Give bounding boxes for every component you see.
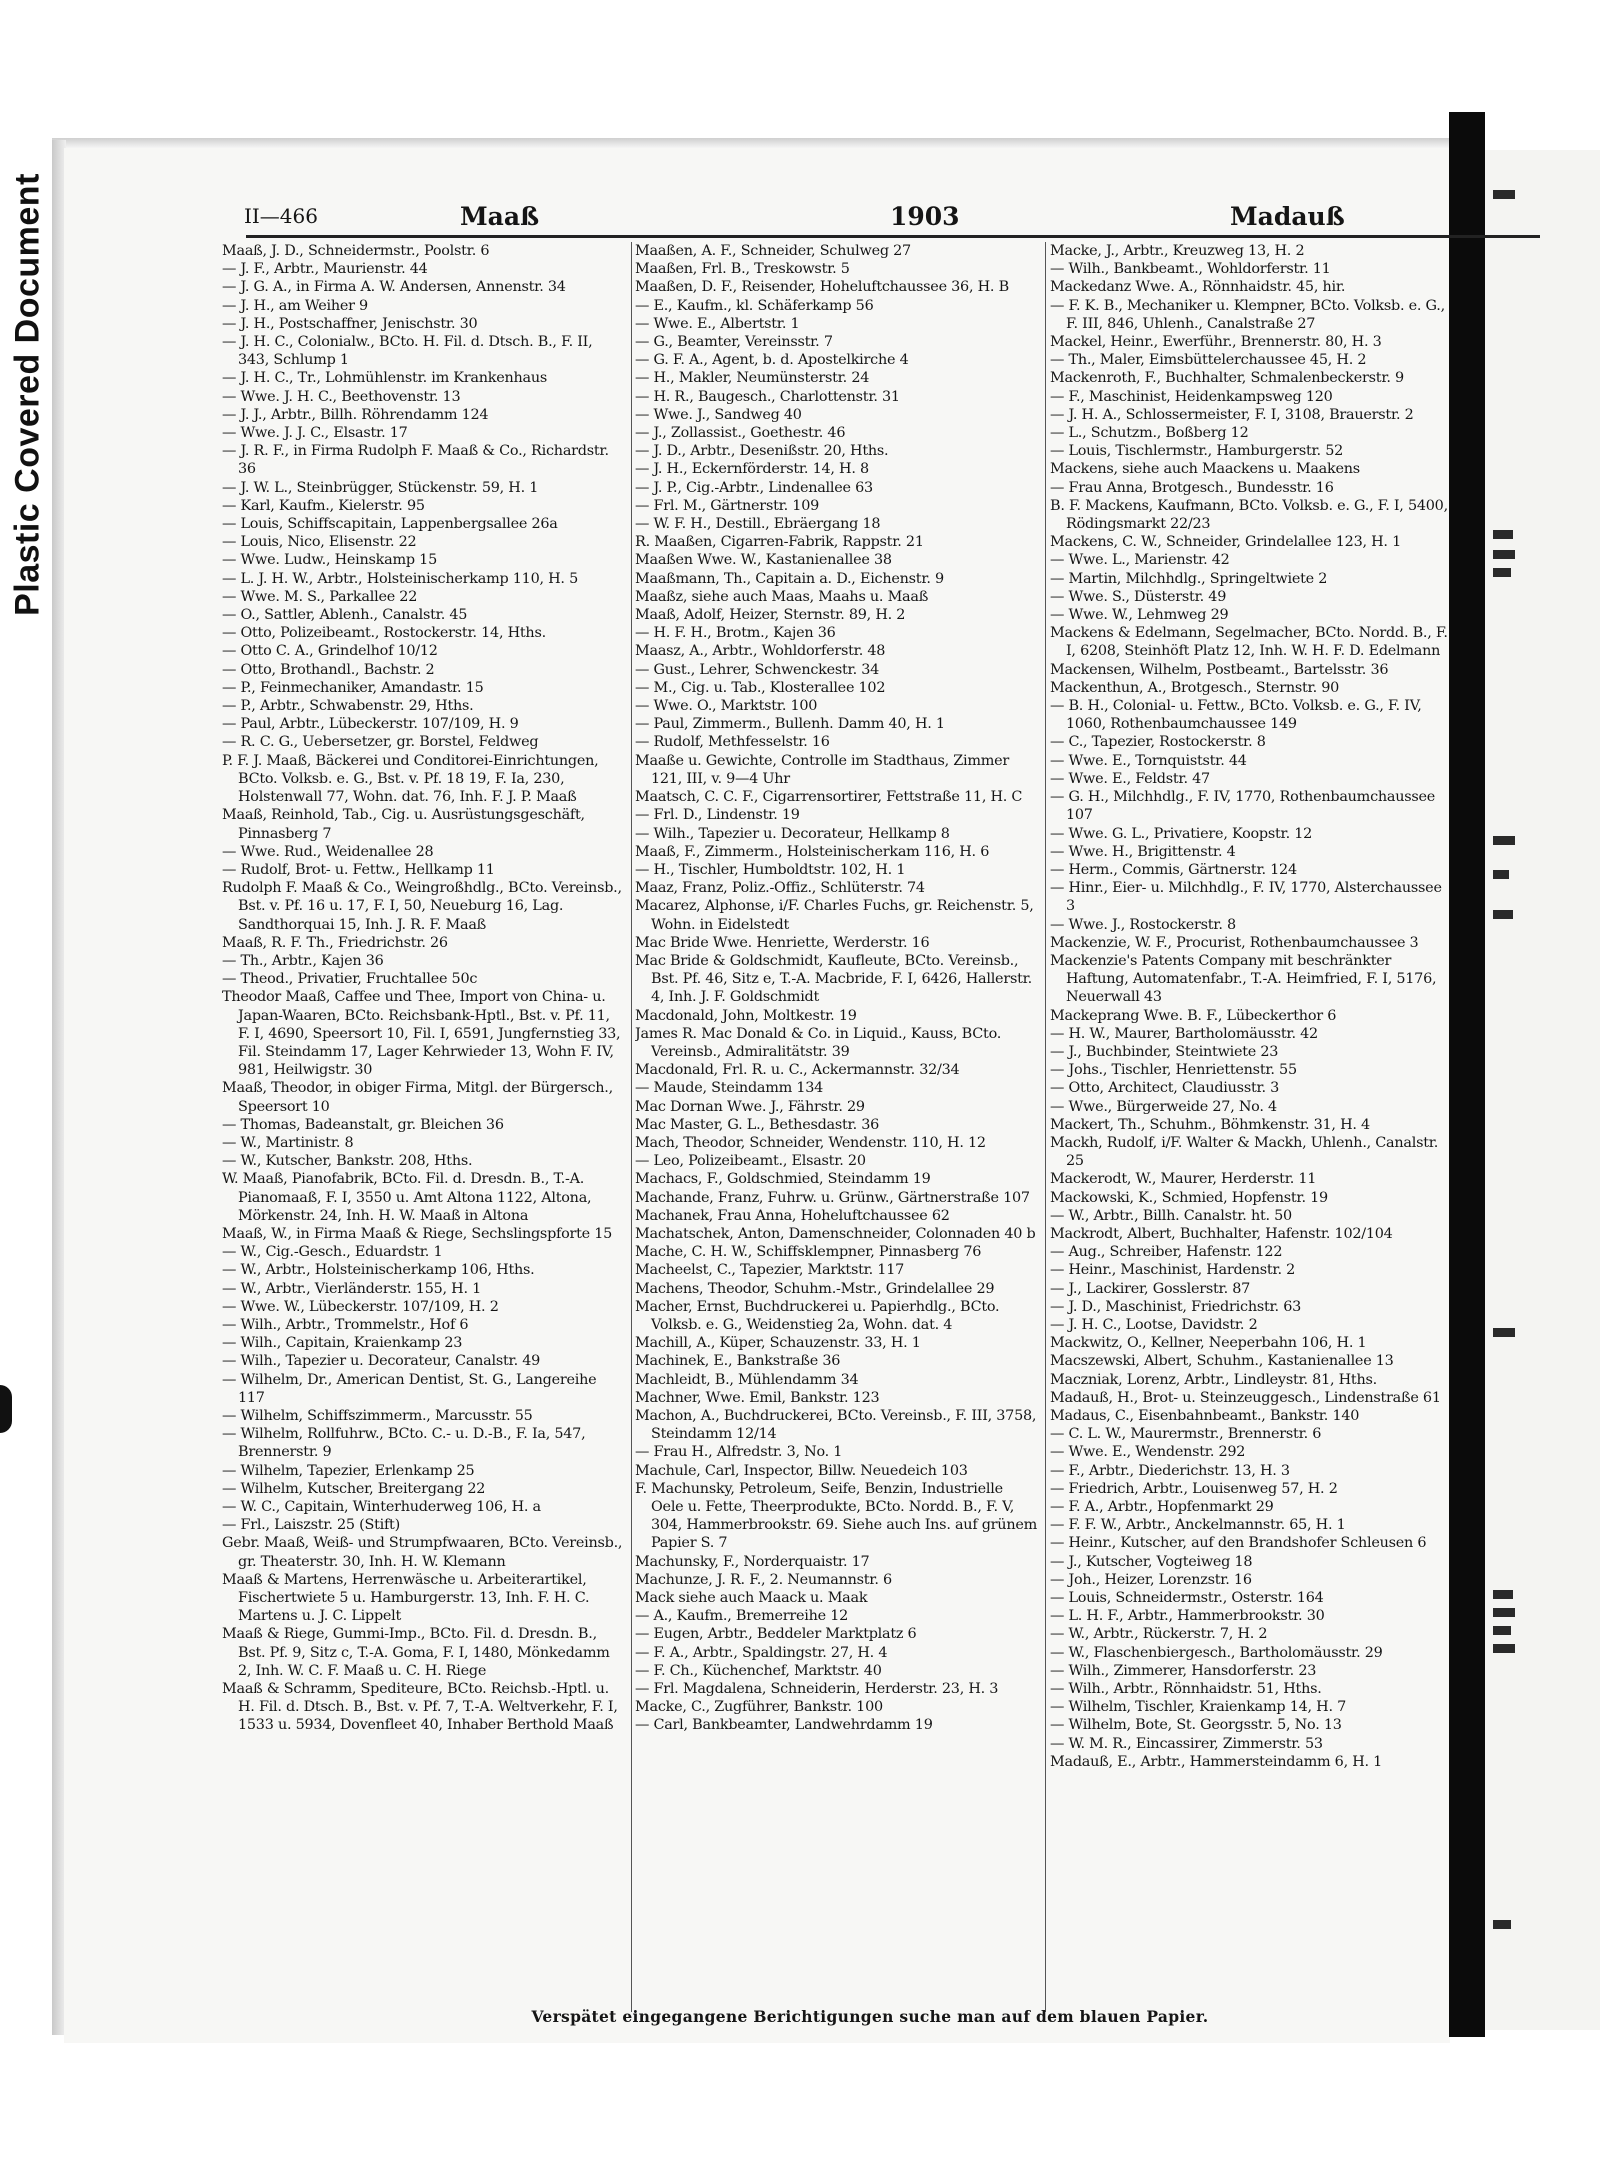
directory-entry: Madauß, H., Brot- u. Steinzeuggesch., Lindenstraße 61: [1050, 1389, 1441, 1406]
directory-entry: — W., Arbtr., Holsteinischerkamp 106, Hths.: [222, 1262, 535, 1279]
directory-entry: — Louis, Schneidermstr., Osterstr. 164: [1050, 1590, 1324, 1607]
directory-column-1: [222, 242, 624, 2017]
directory-entry: — J. H., am Weiher 9: [222, 297, 368, 314]
directory-entry: Mac Dornan Wwe. J., Fährstr. 29: [635, 1098, 865, 1115]
running-header: [160, 200, 1345, 234]
directory-entry: — Wwe. W., Lübeckerstr. 107/109, H. 2: [222, 1298, 499, 1315]
directory-entry: — Wilhelm, Tischler, Kraienkamp 14, H. 7: [1050, 1699, 1347, 1716]
directory-entry: — H. W., Maurer, Bartholomäusstr. 42: [1050, 1025, 1318, 1042]
directory-entry: — Aug., Schreiber, Hafenstr. 122: [1050, 1244, 1283, 1261]
directory-entry: Mackeprang Wwe. B. F., Lübeckerthor 6: [1050, 1007, 1337, 1024]
directory-entry: Mack siehe auch Maack u. Maak: [635, 1590, 868, 1607]
directory-entry: — Wwe. S., Düsterstr. 49: [1050, 588, 1227, 605]
directory-entry: — Wwe. L., Marienstr. 42: [1050, 552, 1230, 569]
directory-entry: Maaß, R. F. Th., Friedrichstr. 26: [222, 934, 448, 951]
directory-entry: Maaß, Theodor, in obiger Firma, Mitgl. der Bürgersch., Speersort 10: [222, 1080, 613, 1115]
directory-entry: F. Machunsky, Petroleum, Seife, Benzin, Industrielle Oele u. Fette, Theerprodukte, BCto. Nordd. B., F. V, 304, Hammerbrookstr. 69. Siehe auch Ins. auf grünem Papier S. 7: [635, 1480, 1037, 1552]
directory-entry: — Wilhelm, Bote, St. Georgsstr. 5, No. 13: [1050, 1717, 1342, 1734]
directory-entry: — Thomas, Badeanstalt, gr. Bleichen 36: [222, 1116, 504, 1133]
directory-entry: — J. H. C., Lootse, Davidstr. 2: [1050, 1316, 1258, 1333]
directory-entry: Machunsky, F., Norderquaistr. 17: [635, 1553, 870, 1570]
directory-entry: — G., Beamter, Vereinsstr. 7: [635, 334, 833, 351]
directory-entry: — C., Tapezier, Rostockerstr. 8: [1050, 734, 1266, 751]
directory-entry: — Leo, Polizeibeamt., Elsastr. 20: [635, 1153, 866, 1170]
directory-entry: — Karl, Kaufm., Kielerstr. 95: [222, 497, 425, 514]
directory-entry: Mach, Theodor, Schneider, Wendenstr. 110, H. 12: [635, 1134, 986, 1151]
directory-entry: — F., Maschinist, Heidenkampsweg 120: [1050, 388, 1333, 405]
directory-entry: Mackenthun, A., Brotgesch., Sternstr. 90: [1050, 679, 1340, 696]
directory-entry: — Louis, Nico, Elisenstr. 22: [222, 534, 417, 551]
directory-entry: — W., Flaschenbiergesch., Bartholomäusstr. 29: [1050, 1644, 1383, 1661]
directory-entry: Maaßen, A. F., Schneider, Schulweg 27: [635, 243, 911, 259]
directory-entry: — W., Arbtr., Rückerstr. 7, H. 2: [1050, 1626, 1268, 1643]
directory-entry: Machill, A., Küper, Schauzenstr. 33, H. 1: [635, 1335, 921, 1352]
header-rule: [246, 235, 1540, 238]
directory-entry: — Gust., Lehrer, Schwenckestr. 34: [635, 661, 880, 678]
directory-entry: — J. D., Maschinist, Friedrichstr. 63: [1050, 1298, 1302, 1315]
directory-entry: — Wwe. O., Marktstr. 100: [635, 698, 818, 715]
directory-entry: — Paul, Arbtr., Lübeckerstr. 107/109, H. 9: [222, 716, 519, 733]
directory-entry: Mac Bride Wwe. Henriette, Werderstr. 16: [635, 934, 930, 951]
directory-entry: — Wilh., Zimmerer, Hansdorferstr. 23: [1050, 1662, 1317, 1679]
directory-entry: — Otto, Architect, Claudiusstr. 3: [1050, 1080, 1280, 1097]
directory-entry: — Wilhelm, Kutscher, Breitergang 22: [222, 1480, 486, 1497]
directory-entry: — Frl., Laiszstr. 25 (Stift): [222, 1517, 400, 1534]
directory-entry: — L. J. H. W., Arbtr., Holsteinischerkamp 110, H. 5: [222, 570, 578, 587]
directory-entry: Maaße u. Gewichte, Controlle im Stadthaus, Zimmer 121, III, v. 9—4 Uhr: [635, 752, 1010, 787]
banner-text: Plastic Covered Document: [8, 173, 47, 616]
directory-entry: — W., Cig.-Gesch., Eduardstr. 1: [222, 1244, 443, 1261]
directory-entry: — Wwe. J., Sandweg 40: [635, 406, 802, 423]
directory-entry: — F. K. B., Mechaniker u. Klempner, BCto. Volksb. e. G., F. III, 846, Uhlenh., Canalstraße 27: [1050, 297, 1445, 332]
directory-entry: — J. H., Postschaffner, Jenischstr. 30: [222, 315, 478, 332]
directory-entry: — Johs., Tischler, Henriettenstr. 55: [1050, 1062, 1297, 1079]
directory-entry: Mackrodt, Albert, Buchhalter, Hafenstr. 102/104: [1050, 1225, 1393, 1242]
directory-entry: — Wwe. J. H. C., Beethovenstr. 13: [222, 388, 461, 405]
directory-entry: — Wwe. E., Wendenstr. 292: [1050, 1444, 1246, 1461]
directory-entry: Mackowski, K., Schmied, Hopfenstr. 19: [1050, 1189, 1328, 1206]
directory-entry: Mackedanz Wwe. A., Rönnhaidstr. 45, hir.: [1050, 279, 1346, 296]
directory-entry: — J. W. L., Steinbrügger, Stückenstr. 59, H. 1: [222, 479, 539, 496]
directory-entry: — J. R. F., in Firma Rudolph F. Maaß & Co., Richardstr. 36: [222, 443, 609, 478]
directory-entry: — Wwe., Bürgerweide 27, No. 4: [1050, 1098, 1277, 1115]
directory-entry: Maaß & Riege, Gummi-Imp., BCto. Fil. d. Dresdn. B., Bst. Pf. 9, Sitz c, T.-A. Goma, F. I, 1480, Mönkedamm 2, Inh. W. C. F. Maaß u. C. H. Riege: [222, 1626, 610, 1679]
directory-entry: — J., Kutscher, Vogteiweg 18: [1050, 1553, 1253, 1570]
directory-entry: — Maude, Steindamm 134: [635, 1080, 824, 1097]
directory-entry: — W., Arbtr., Billh. Canalstr. ht. 50: [1050, 1207, 1292, 1224]
directory-entry: — Theod., Privatier, Fruchtallee 50c: [222, 971, 478, 988]
directory-entry: Gebr. Maaß, Weiß- und Strumpfwaaren, BCto. Vereinsb., gr. Theaterstr. 30, Inh. H. W. Klemann: [222, 1535, 623, 1570]
directory-entry: — J. H. A., Schlossermeister, F. I, 3108, Brauerstr. 2: [1050, 406, 1414, 423]
directory-entry: — Wwe. M. S., Parkallee 22: [222, 588, 418, 605]
directory-column-2: [635, 242, 1037, 2017]
directory-entry: — Wwe. J. J. C., Elsastr. 17: [222, 425, 408, 442]
directory-entry: — Wilh., Tapezier u. Decorateur, Canalstr. 49: [222, 1353, 541, 1370]
directory-entry: — F. Ch., Küchenchef, Marktstr. 40: [635, 1662, 882, 1679]
directory-entry: — Paul, Zimmerm., Bullenh. Damm 40, H. 1: [635, 716, 945, 733]
directory-entry: Macke, C., Zugführer, Bankstr. 100: [635, 1699, 883, 1716]
directory-entry: Macheelst, C., Tapezier, Marktstr. 117: [635, 1262, 905, 1279]
directory-entry: — L., Schutzm., Boßberg 12: [1050, 425, 1249, 442]
directory-entry: W. Maaß, Pianofabrik, BCto. Fil. d. Dresdn. B., T.-A. Pianomaaß, F. I, 3550 u. Amt Altona 1122, Altona, Mörkenstr. 24, Inh. H. W. Maaß in Altona: [222, 1171, 592, 1224]
directory-entry: — Carl, Bankbeamter, Landwehrdamm 19: [635, 1717, 933, 1734]
directory-entry: — O., Sattler, Ablenh., Canalstr. 45: [222, 607, 468, 624]
directory-entry: Machinek, E., Bankstraße 36: [635, 1353, 841, 1370]
directory-entry: Maaß, W., in Firma Maaß & Riege, Sechslingspforte 15: [222, 1225, 613, 1242]
directory-entry: Madauß, E., Arbtr., Hammersteindamm 6, H. 1: [1050, 1753, 1383, 1770]
directory-entry: — Wilhelm, Dr., American Dentist, St. G., Langereihe 117: [222, 1371, 597, 1406]
directory-entry: Machon, A., Buchdruckerei, BCto. Vereinsb., F. III, 3758, Steindamm 12/14: [635, 1408, 1037, 1443]
directory-entry: — W. M. R., Eincassirer, Zimmerstr. 53: [1050, 1735, 1323, 1752]
directory-entry: — H., Tischler, Humboldtstr. 102, H. 1: [635, 861, 906, 878]
directory-entry: — Frau H., Alfredstr. 3, No. 1: [635, 1444, 843, 1461]
directory-entry: Machacs, F., Goldschmied, Steindamm 19: [635, 1171, 931, 1188]
directory-entry: — Wwe. W., Lehmweg 29: [1050, 607, 1229, 624]
directory-entry: — Wwe. Rud., Weidenallee 28: [222, 843, 434, 860]
directory-entry: — G. H., Milchhdlg., F. IV, 1770, Rothenbaumchaussee 107: [1050, 789, 1436, 824]
directory-entry: Rudolph F. Maaß & Co., Weingroßhdlg., BCto. Vereinsb., Bst. v. Pf. 16 u. 17, F. I, 50, Neueburg 16, Lag. Sandthorquai 15, Inh. J. R. F. Maaß: [222, 880, 622, 933]
directory-entry: Maaß, F., Zimmerm., Holsteinischerkam 116, H. 6: [635, 843, 990, 860]
directory-entry: — Friedrich, Arbtr., Louisenweg 57, H. 2: [1050, 1480, 1338, 1497]
directory-entry: — Heinr., Kutscher, auf den Brandshofer Schleusen 6: [1050, 1535, 1427, 1552]
last-entry-word: Madauß: [1230, 202, 1345, 231]
directory-entry: Machens, Theodor, Schuhm.-Mstr., Grindelallee 29: [635, 1280, 995, 1297]
directory-entry: Maaßz, siehe auch Maas, Maahs u. Maaß: [635, 588, 929, 605]
directory-entry: — Wwe. Ludw., Heinskamp 15: [222, 552, 437, 569]
directory-entry: Mackens, C. W., Schneider, Grindelallee 123, H. 1: [1050, 534, 1401, 551]
book-spine-edge: [1449, 112, 1485, 2037]
directory-entry: — J., Zollassist., Goethestr. 46: [635, 425, 846, 442]
directory-entry: — F., Arbtr., Diederichstr. 13, H. 3: [1050, 1462, 1290, 1479]
directory-entry: — W. C., Capitain, Winterhuderweg 106, H. a: [222, 1499, 541, 1516]
directory-entry: — Heinr., Maschinist, Hardenstr. 2: [1050, 1262, 1296, 1279]
directory-entry: — F. A., Arbtr., Hopfenmarkt 29: [1050, 1499, 1274, 1516]
directory-entry: — Th., Arbtr., Kajen 36: [222, 952, 384, 969]
directory-entry: — Wwe. E., Feldstr. 47: [1050, 770, 1210, 787]
directory-entry: — Frau Anna, Brotgesch., Bundesstr. 16: [1050, 479, 1334, 496]
directory-entry: Macdonald, Frl. R. u. C., Ackermannstr. 32/34: [635, 1062, 960, 1079]
directory-entry: — P., Feinmechaniker, Amandastr. 15: [222, 679, 484, 696]
directory-entry: — Frl. M., Gärtnerstr. 109: [635, 497, 820, 514]
directory-entry: Macarez, Alphonse, i/F. Charles Fuchs, gr. Reichenstr. 5, Wohn. in Eidelstedt: [635, 898, 1034, 933]
directory-entry: — J., Buchbinder, Steintwiete 23: [1050, 1043, 1279, 1060]
directory-entry: — W., Martinistr. 8: [222, 1134, 354, 1151]
directory-entry: — H. F. H., Brotm., Kajen 36: [635, 625, 836, 642]
directory-entry: — W., Arbtr., Vierländerstr. 155, H. 1: [222, 1280, 482, 1297]
directory-entry: — Wwe. J., Rostockerstr. 8: [1050, 916, 1236, 933]
next-page-strip: [1485, 150, 1600, 2030]
directory-entry: — P., Arbtr., Schwabenstr. 29, Hths.: [222, 698, 474, 715]
directory-entry: — Otto, Polizeibeamt., Rostockerstr. 14, Hths.: [222, 625, 546, 642]
directory-entry: Maaz, Franz, Poliz.-Offiz., Schlüterstr. 74: [635, 880, 925, 897]
directory-entry: — F. F. W., Arbtr., Anckelmannstr. 65, H. 1: [1050, 1517, 1346, 1534]
directory-entry: — Wilhelm, Rollfuhrw., BCto. C.- u. D.-B., F. Ia, 547, Brennerstr. 9: [222, 1426, 586, 1461]
directory-entry: — J. F., Arbtr., Maurienstr. 44: [222, 261, 428, 278]
first-entry-word: Maaß: [460, 202, 540, 231]
page-reference: II—466: [244, 204, 318, 228]
directory-entry: — H. R., Baugesch., Charlottenstr. 31: [635, 388, 900, 405]
directory-entry: Mackert, Th., Schuhm., Böhmkenstr. 31, H. 4: [1050, 1116, 1370, 1133]
directory-entry: Maaß, Adolf, Heizer, Sternstr. 89, H. 2: [635, 607, 906, 624]
directory-entry: — Frl. D., Lindenstr. 19: [635, 807, 800, 824]
directory-entry: Maaß & Martens, Herrenwäsche u. Arbeiterartikel, Fischertwiete 5 u. Hamburgerstr. 13, Inh. F. H. C. Martens u. J. C. Lippelt: [222, 1571, 590, 1625]
directory-entry: Maaßen, D. F., Reisender, Hoheluftchaussee 36, H. B: [635, 279, 1009, 296]
directory-entry: — Louis, Schiffscapitain, Lappenbergsallee 26a: [222, 516, 558, 533]
directory-entry: — C. L. W., Maurermstr., Brennerstr. 6: [1050, 1426, 1322, 1443]
directory-entry: — Rudolf, Methfesselstr. 16: [635, 734, 830, 751]
plastic-cover-banner: [0, 0, 47, 760]
directory-entry: Maaß & Schramm, Spediteure, BCto. Reichsb.-Hptl. u. H. Fil. d. Dtsch. B., Bst. v. Pf. 7, T.-A. Weltverkehr, F. I, 1533 u. 5934, Dovenfleet 40, Inhaber Berthold Maaß: [222, 1681, 618, 1734]
directory-entry: Mackens & Edelmann, Segelmacher, BCto. Nordd. B., F. I, 6208, Steinhöft Platz 12, Inh. W. H. F. D. Edelmann: [1050, 625, 1448, 660]
directory-entry: — J. H., Eckernförderstr. 14, H. 8: [635, 461, 869, 478]
directory-entry: — Wilh., Arbtr., Rönnhaidstr. 51, Hths.: [1050, 1681, 1322, 1698]
directory-entry: Machande, Franz, Fuhrw. u. Grünw., Gärtnerstraße 107: [635, 1189, 1030, 1206]
column-divider: [1045, 242, 1046, 2012]
directory-entry: — Hinr., Eier- u. Milchhdlg., F. IV, 1770, Alsterchaussee 3: [1050, 880, 1442, 915]
directory-entry: Maasz, A., Arbtr., Wohldorferstr. 48: [635, 643, 886, 660]
directory-entry: — H., Makler, Neumünsterstr. 24: [635, 370, 870, 387]
directory-entry: — Th., Maler, Eimsbüttelerchaussee 45, H. 2: [1050, 352, 1367, 369]
directory-entry: — Herm., Commis, Gärtnerstr. 124: [1050, 861, 1297, 878]
directory-entry: Machunze, J. R. F., 2. Neumannstr. 6: [635, 1571, 892, 1588]
page-shadow-top: [52, 138, 1452, 148]
directory-entry: Mackenroth, F., Buchhalter, Schmalenbeckerstr. 9: [1050, 370, 1404, 387]
directory-entry: James R. Mac Donald & Co. in Liquid., Kauss, BCto. Vereinsb., Admiralitätstr. 39: [635, 1025, 1002, 1060]
directory-column-3: [1050, 242, 1452, 2017]
directory-entry: — Otto, Brothandl., Bachstr. 2: [222, 661, 435, 678]
directory-entry: — Wilh., Bankbeamt., Wohldorferstr. 11: [1050, 261, 1331, 278]
directory-entry: — J. P., Cig.-Arbtr., Lindenallee 63: [635, 479, 873, 496]
directory-entry: — Wilh., Capitain, Kraienkamp 23: [222, 1335, 463, 1352]
directory-entry: Mac Bride & Goldschmidt, Kaufleute, BCto. Vereinsb., Bst. Pf. 46, Sitz e, T.-A. Macbride, F. I, 6426, Hallerstr. 4, Inh. J. F. Goldschmidt: [635, 952, 1032, 1006]
directory-entry: — Wwe. G. L., Privatiere, Koopstr. 12: [1050, 825, 1313, 842]
directory-entry: — J. H. C., Tr., Lohmühlenstr. im Krankenhaus: [222, 370, 548, 387]
directory-entry: — Martin, Milchhdlg., Springeltwiete 2: [1050, 570, 1328, 587]
directory-entry: — Wilh., Arbtr., Trommelstr., Hof 6: [222, 1316, 469, 1333]
directory-entry: — E., Kaufm., kl. Schäferkamp 56: [635, 297, 874, 314]
footer-note: Verspätet eingegangene Berichtigungen suche man auf dem blauen Papier.: [531, 2007, 1209, 2026]
directory-entry: — Wilhelm, Schiffszimmerm., Marcusstr. 55: [222, 1408, 533, 1424]
directory-entry: Madaus, C., Eisenbahnbeamt., Bankstr. 140: [1050, 1408, 1360, 1424]
directory-entry: — Eugen, Arbtr., Beddeler Marktplatz 6: [635, 1626, 917, 1643]
directory-entry: Maczniak, Lorenz, Arbtr., Lindleystr. 81, Hths.: [1050, 1371, 1377, 1388]
directory-entry: Macke, J., Arbtr., Kreuzweg 13, H. 2: [1050, 243, 1305, 259]
directory-entry: Theodor Maaß, Caffee und Thee, Import von China- u. Japan-Waaren, BCto. Reichsbank-Hptl., Bst. v. Pf. 11, F. I, 4690, Speersort 10, Fil. I, 6591, Jungfernstieg 33, Fil. Steindamm 17, Lager Kehrwieder 13, Wohn F. IV, 981, Heilwigstr. 30: [222, 989, 621, 1079]
directory-entry: — Joh., Heizer, Lorenzstr. 16: [1050, 1571, 1252, 1588]
directory-entry: Mackenzie's Patents Company mit beschränkter Haftung, Automatenfabr., T.-A. Heimfried, F. I, 5176, Neuerwall 43: [1050, 952, 1437, 1006]
directory-entry: — F. A., Arbtr., Spaldingstr. 27, H. 4: [635, 1644, 888, 1661]
directory-entry: — Wwe. E., Tornquiststr. 44: [1050, 752, 1247, 769]
directory-entry: — J. H. C., Colonialw., BCto. H. Fil. d. Dtsch. B., F. II, 343, Schlump 1: [222, 334, 593, 369]
directory-entry: Macdonald, John, Moltkestr. 19: [635, 1007, 857, 1024]
directory-entry: — J. G. A., in Firma A. W. Andersen, Annenstr. 34: [222, 279, 566, 296]
directory-entry: R. Maaßen, Cigarren-Fabrik, Rappstr. 21: [635, 534, 924, 551]
directory-entry: Mackens, siehe auch Maackens u. Maakens: [1050, 461, 1360, 478]
directory-entry: Machanek, Frau Anna, Hoheluftchaussee 62: [635, 1207, 950, 1224]
directory-entry: Mackel, Heinr., Ewerführ., Brennerstr. 80, H. 3: [1050, 334, 1382, 351]
directory-entry: — Wilhelm, Tapezier, Erlenkamp 25: [222, 1462, 475, 1479]
directory-entry: Maatsch, C. C. F., Cigarrensortirer, Fettstraße 11, H. C: [635, 789, 1023, 806]
directory-entry: — Wwe. E., Albertstr. 1: [635, 315, 800, 332]
column-divider: [631, 242, 632, 2012]
directory-entry: Maaßen, Frl. B., Treskowstr. 5: [635, 261, 850, 278]
directory-entry: Mackensen, Wilhelm, Postbeamt., Bartelsstr. 36: [1050, 661, 1389, 678]
directory-entry: Mache, C. H. W., Schiffsklempner, Pinnasberg 76: [635, 1244, 982, 1261]
directory-entry: — W. F. H., Destill., Ebräergang 18: [635, 516, 881, 533]
directory-entry: Macszewski, Albert, Schuhm., Kastanienallee 13: [1050, 1353, 1394, 1370]
directory-entry: Mackh, Rudolf, i/F. Walter & Mackh, Uhlenh., Canalstr. 25: [1050, 1134, 1439, 1170]
directory-entry: Mackwitz, O., Kellner, Neeperbahn 106, H. 1: [1050, 1335, 1367, 1352]
directory-entry: — Wilh., Tapezier u. Decorateur, Hellkamp 8: [635, 825, 950, 842]
scanner-artifact: [0, 1385, 12, 1433]
directory-entry: Macher, Ernst, Buchdruckerei u. Papierhdlg., BCto. Volksb. e. G., Weidenstieg 2a, Wohn. dat. 4: [635, 1298, 1000, 1333]
directory-year: 1903: [890, 202, 960, 231]
directory-entry: — B. H., Colonial- u. Fettw., BCto. Volksb. e. G., F. IV, 1060, Rothenbaumchaussee 149: [1050, 698, 1422, 733]
directory-entry: B. F. Mackens, Kaufmann, BCto. Volksb. e. G., F. I, 5400, Rödingsmarkt 22/23: [1050, 497, 1448, 533]
directory-entry: Mackerodt, W., Maurer, Herderstr. 11: [1050, 1171, 1317, 1188]
directory-entry: — Otto C. A., Grindelhof 10/12: [222, 643, 438, 660]
directory-entry: Maaß, J. D., Schneidermstr., Poolstr. 6: [222, 243, 490, 259]
directory-entry: — J., Lackirer, Gosslerstr. 87: [1050, 1280, 1251, 1297]
directory-entry: — Frl. Magdalena, Schneiderin, Herderstr. 23, H. 3: [635, 1681, 999, 1698]
directory-entry: Mackenzie, W. F., Procurist, Rothenbaumchaussee 3: [1050, 934, 1419, 951]
directory-entry: P. F. J. Maaß, Bäckerei und Conditorei-Einrichtungen, BCto. Volksb. e. G., Bst. v. Pf. 18 19, F. Ia, 230, Holstenwall 77, Wohn. dat. 76, Inh. F. J. P. Maaß: [222, 752, 599, 806]
directory-entry: — Wwe. H., Brigittenstr. 4: [1050, 843, 1236, 860]
directory-entry: Mac Master, G. L., Bethesdastr. 36: [635, 1116, 880, 1133]
directory-entry: Maaßen Wwe. W., Kastanienallee 38: [635, 552, 892, 569]
directory-entry: — L. H. F., Arbtr., Hammerbrookstr. 30: [1050, 1608, 1325, 1625]
directory-entry: Maaßmann, Th., Capitain a. D., Eichenstr. 9: [635, 570, 944, 587]
directory-entry: — M., Cig. u. Tab., Klosterallee 102: [635, 679, 886, 696]
directory-entry: — J. J., Arbtr., Billh. Röhrendamm 124: [222, 406, 489, 423]
directory-entry: Machner, Wwe. Emil, Bankstr. 123: [635, 1389, 880, 1406]
directory-entry: — G. F. A., Agent, b. d. Apostelkirche 4: [635, 352, 909, 369]
directory-entry: — R. C. G., Uebersetzer, gr. Borstel, Feldweg: [222, 734, 539, 751]
directory-entry: — Louis, Tischlermstr., Hamburgerstr. 52: [1050, 443, 1344, 460]
directory-entry: Machatschek, Anton, Damenschneider, Colonnaden 40 b: [635, 1225, 1036, 1242]
directory-entry: — W., Kutscher, Bankstr. 208, Hths.: [222, 1153, 473, 1170]
directory-entry: — A., Kaufm., Bremerreihe 12: [635, 1608, 849, 1625]
directory-entry: Machleidt, B., Mühlendamm 34: [635, 1371, 859, 1388]
directory-entry: — J. D., Arbtr., Desenißstr. 20, Hths.: [635, 443, 889, 460]
directory-entry: Maaß, Reinhold, Tab., Cig. u. Ausrüstungsgeschäft, Pinnasberg 7: [222, 807, 585, 842]
directory-entry: — Rudolf, Brot- u. Fettw., Hellkamp 11: [222, 861, 495, 878]
directory-entry: Machule, Carl, Inspector, Billw. Neuedeich 103: [635, 1462, 968, 1479]
